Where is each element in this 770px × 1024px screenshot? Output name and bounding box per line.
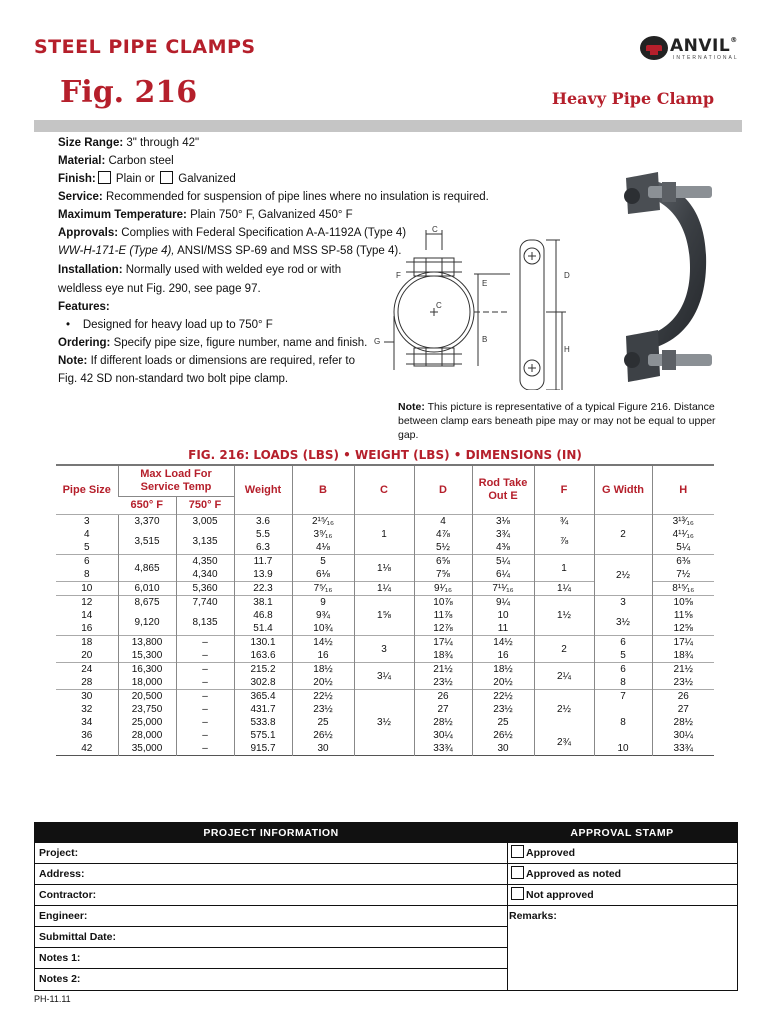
table-cell: 20½ — [472, 676, 534, 690]
table-cell: 5¼ — [652, 541, 714, 555]
table-cell: 1 — [354, 515, 414, 555]
table-cell: 30¼ — [414, 729, 472, 742]
label-h: H — [564, 345, 570, 354]
header-divider — [34, 120, 742, 132]
table-cell: 16,300 — [118, 663, 176, 677]
table-cell: 5 — [292, 555, 354, 569]
clamp-product-photo — [578, 138, 728, 398]
table-cell: 3¾ — [472, 528, 534, 541]
project-approval-form — [34, 822, 738, 991]
label-g: G — [374, 337, 381, 346]
table-cell: 33¾ — [652, 742, 714, 756]
submittal-date-field[interactable]: Submittal Date: — [35, 927, 507, 948]
page-code: PH-11.11 — [34, 994, 71, 1004]
th-pipe-size: Pipe Size — [62, 483, 111, 496]
spec-max-temp: Maximum Temperature: Plain 750° F, Galvanized 450° F — [58, 209, 353, 221]
label-f: F — [396, 271, 401, 280]
table-cell: 26½ — [292, 729, 354, 742]
table-cell: 6¼ — [472, 568, 534, 582]
picture-note: Note: This picture is representative of a typical Figure 216. Distance between clamp ears beneath pipe may or may not be equal to upper gap. — [398, 401, 716, 441]
th-650: 650° F — [118, 497, 176, 515]
table-cell: 3,370 — [118, 515, 176, 529]
table-cell: 7½ — [652, 568, 714, 582]
table-cell: – — [176, 636, 234, 650]
table-row — [56, 555, 714, 569]
table-cell: 28½ — [652, 716, 714, 729]
table-cell: 5 — [83, 542, 90, 553]
table-cell: 13.9 — [234, 568, 292, 582]
anvil-logo — [640, 36, 742, 62]
table-cell: 34 — [81, 717, 93, 728]
table-cell: 10 — [594, 742, 652, 756]
table-cell: 302.8 — [234, 676, 292, 690]
table-cell: 4 — [414, 515, 472, 529]
table-cell: 30 — [56, 690, 118, 704]
table-cell: 7 — [594, 690, 652, 704]
table-cell: 8,675 — [118, 596, 176, 610]
table-cell: – — [176, 649, 234, 663]
table-cell: 18¾ — [414, 649, 472, 663]
table-cell: 130.1 — [234, 636, 292, 650]
table-cell: 46.8 — [234, 609, 292, 622]
table-cell: 6 — [594, 663, 652, 677]
table-cell: 28,000 — [118, 729, 176, 742]
table-cell: 6 — [56, 555, 118, 569]
spec-service: Service: Recommended for suspension of pipe lines where no insulation is required. — [58, 191, 489, 203]
table-cell: 533.8 — [234, 716, 292, 729]
table-cell: 2¾ — [534, 729, 594, 756]
table-cell: 12 — [56, 596, 118, 610]
table-cell: 1 — [534, 555, 594, 582]
table-cell: 20,500 — [118, 690, 176, 704]
table-cell: 1⅝ — [354, 596, 414, 636]
table-cell: 3 — [594, 596, 652, 610]
spec-features-label: Features: — [58, 301, 110, 313]
table-cell: – — [176, 663, 234, 677]
bullet-icon: • — [66, 319, 83, 331]
brand-name: ANVIL® — [670, 36, 738, 56]
table-row — [56, 636, 714, 650]
table-cell: 14½ — [292, 636, 354, 650]
table-cell: 4 — [83, 529, 90, 540]
table-cell: 10 — [56, 582, 118, 596]
section-title: STEEL PIPE CLAMPS — [34, 36, 256, 58]
table-cell: 9¹⁄₁₆ — [414, 582, 472, 596]
table-cell: 6.3 — [234, 541, 292, 555]
table-cell: – — [176, 729, 234, 742]
table-cell: 11⅝ — [652, 609, 714, 622]
table-cell: 8 — [83, 569, 90, 580]
table-cell: 8 — [594, 676, 652, 690]
table-cell: 5,360 — [176, 582, 234, 596]
table-cell: 2¹⁵⁄₁₆ — [292, 515, 354, 529]
table-cell: 18¾ — [652, 649, 714, 663]
th-c: C — [354, 466, 414, 515]
loads-table-section — [56, 444, 714, 756]
notes-2-field[interactable]: Notes 2: — [39, 973, 81, 985]
th-f: F — [534, 466, 594, 515]
approved-as-noted-checkbox[interactable] — [511, 866, 524, 879]
finish-plain-checkbox[interactable] — [98, 171, 111, 184]
table-cell — [534, 690, 594, 704]
table-cell: 3 — [56, 515, 118, 529]
table-cell: 28 — [81, 677, 93, 688]
table-cell: 2½ — [534, 703, 594, 716]
table-cell: 9,120 — [118, 609, 176, 636]
address-field[interactable]: Address: — [35, 864, 507, 885]
table-cell: 2½ — [594, 555, 652, 596]
table-cell: 20 — [81, 650, 93, 661]
label-d: D — [564, 271, 570, 280]
table-cell: 35,000 — [118, 742, 176, 756]
table-cell: 4⅞ — [414, 528, 472, 541]
table-cell: 10⅝ — [652, 596, 714, 610]
approved-option[interactable]: Approved — [507, 843, 737, 864]
spec-installation: Installation: Normally used with welded eye rod or with — [58, 264, 342, 276]
table-cell: – — [176, 676, 234, 690]
table-cell: 30¼ — [652, 729, 714, 742]
figure-subtitle: Heavy Pipe Clamp — [551, 89, 714, 108]
table-cell: 3⅛ — [472, 515, 534, 529]
approval-stamp-heading: APPROVAL STAMP — [570, 827, 674, 839]
table-cell: 10¾ — [292, 622, 354, 636]
label-centerline: C — [436, 301, 442, 310]
table-row — [56, 663, 714, 677]
table-cell: 12⅞ — [414, 622, 472, 636]
spec-note-2: Fig. 42 SD non-standard two bolt pipe clamp. — [58, 373, 289, 385]
table-cell: 2 — [534, 636, 594, 663]
table-cell: ¾ — [534, 515, 594, 529]
table-cell: 4,340 — [176, 568, 234, 582]
table-cell: 22½ — [472, 690, 534, 704]
table-cell: 26½ — [472, 729, 534, 742]
table-cell: 5 — [594, 649, 652, 663]
table-cell: 15,300 — [118, 649, 176, 663]
approved-checkbox[interactable] — [511, 845, 524, 858]
table-cell: 1¼ — [354, 582, 414, 596]
table-cell: 28½ — [414, 716, 472, 729]
table-cell: 6⅝ — [414, 555, 472, 569]
brand-sub: INTERNATIONAL — [673, 55, 739, 61]
table-cell: 17¼ — [414, 636, 472, 650]
table-cell: 4¹¹⁄₁₆ — [652, 528, 714, 541]
table-cell: 23½ — [414, 676, 472, 690]
table-cell: 23½ — [292, 703, 354, 716]
table-cell: 9¼ — [472, 596, 534, 610]
table-cell: 26 — [414, 690, 472, 704]
table-cell: 3,005 — [176, 515, 234, 529]
table-cell: 24 — [56, 663, 118, 677]
table-cell: 4⅛ — [292, 541, 354, 555]
table-row — [56, 690, 714, 704]
spec-installation-2: weldless eye nut Fig. 290, see page 97. — [58, 283, 261, 295]
project-field[interactable]: Project: — [35, 843, 507, 864]
project-info-heading: PROJECT INFORMATION — [203, 827, 339, 839]
table-cell: 25 — [292, 716, 354, 729]
spec-finish: Finish: Plain or Galvanized — [58, 173, 236, 185]
table-cell: 16 — [472, 649, 534, 663]
not-approved-checkbox[interactable] — [511, 887, 524, 900]
th-e: Rod Take Out E — [472, 466, 534, 515]
th-h: H — [652, 466, 714, 515]
table-cell: 3¹³⁄₁₆ — [652, 515, 714, 529]
table-cell: 16 — [292, 649, 354, 663]
table-cell: 5¼ — [472, 555, 534, 569]
table-cell: 11.7 — [234, 555, 292, 569]
table-cell: 27 — [652, 703, 714, 716]
table-cell: 6⅜ — [652, 555, 714, 569]
th-b: B — [292, 466, 354, 515]
approved-as-noted-option[interactable]: Approved as noted — [507, 864, 737, 885]
not-approved-option[interactable]: Not approved — [507, 885, 737, 906]
table-cell: – — [176, 703, 234, 716]
table-cell: 8 — [594, 703, 652, 742]
table-cell: 23,750 — [118, 703, 176, 716]
spec-feature-1: • Designed for heavy load up to 750° F — [66, 319, 273, 331]
table-cell: 33¾ — [414, 742, 472, 756]
table-cell: 18,000 — [118, 676, 176, 690]
table-row — [56, 596, 714, 610]
table-cell: 36 — [81, 730, 93, 741]
contractor-field[interactable]: Contractor: — [35, 885, 507, 906]
table-cell: 21½ — [414, 663, 472, 677]
remarks-field[interactable]: Remarks: — [509, 910, 557, 922]
table-cell: – — [176, 716, 234, 729]
table-cell: 18½ — [472, 663, 534, 677]
finish-galvanized-checkbox[interactable] — [160, 171, 173, 184]
table-cell: 4,865 — [118, 555, 176, 582]
table-cell: 16 — [81, 623, 93, 634]
table-cell: 575.1 — [234, 729, 292, 742]
table-cell: 1⅛ — [354, 555, 414, 582]
th-max-load: Max Load For Service Temp — [118, 466, 234, 497]
spec-size-range: Size Range: 3" through 42" — [58, 137, 200, 149]
table-cell: 23½ — [472, 703, 534, 716]
table-cell: 9 — [292, 596, 354, 610]
table-cell: 42 — [81, 743, 93, 754]
table-cell: 3⁹⁄₁₆ — [292, 528, 354, 541]
table-cell: 14 — [81, 610, 93, 621]
th-weight: Weight — [234, 466, 292, 515]
th-g: G Width — [594, 466, 652, 515]
table-cell: 10 — [472, 609, 534, 622]
table-cell: 8,135 — [176, 609, 234, 636]
table-cell: – — [176, 742, 234, 756]
table-cell: 1½ — [534, 596, 594, 636]
table-cell: 25,000 — [118, 716, 176, 729]
table-cell: 7⅝ — [414, 568, 472, 582]
spec-material: Material: Carbon steel — [58, 155, 174, 167]
table-cell: 14½ — [472, 636, 534, 650]
loads-table — [56, 466, 714, 756]
spec-ordering: Ordering: Specify pipe size, figure number, name and finish. — [58, 337, 368, 349]
table-cell: 5.5 — [234, 528, 292, 541]
table-cell: 11 — [472, 622, 534, 636]
table-cell: 30 — [472, 742, 534, 756]
table-cell: 4,350 — [176, 555, 234, 569]
table-cell: 12⅝ — [652, 622, 714, 636]
label-b: B — [482, 335, 488, 344]
table-cell: 51.4 — [234, 622, 292, 636]
table-cell: 22.3 — [234, 582, 292, 596]
spec-approvals: Approvals: Complies with Federal Specification A-A-1192A (Type 4) — [58, 227, 407, 239]
table-cell: 18½ — [292, 663, 354, 677]
table-cell: 21½ — [652, 663, 714, 677]
spec-approvals-2: WW-H-171-E (Type 4), ANSI/MSS SP-69 and MSS SP-58 (Type 4). — [58, 245, 402, 257]
table-cell: 6⅛ — [292, 568, 354, 582]
table-cell: 6 — [594, 636, 652, 650]
table-cell: 365.4 — [234, 690, 292, 704]
table-cell: 3.6 — [234, 515, 292, 529]
table-cell: 3½ — [354, 690, 414, 756]
table-cell: 27 — [414, 703, 472, 716]
table-cell: 26 — [652, 690, 714, 704]
table-cell: 3 — [354, 636, 414, 663]
table-cell: 215.2 — [234, 663, 292, 677]
label-c: C — [432, 225, 438, 234]
table-cell: 431.7 — [234, 703, 292, 716]
table-cell: – — [176, 690, 234, 704]
table-cell: 13,800 — [118, 636, 176, 650]
table-cell: 163.6 — [234, 649, 292, 663]
anvil-base — [650, 51, 658, 55]
table-cell: 9¾ — [292, 609, 354, 622]
table-cell: 20½ — [292, 676, 354, 690]
table-cell: 2 — [594, 515, 652, 555]
table-cell: 25 — [472, 716, 534, 729]
engineer-field[interactable]: Engineer: — [35, 906, 507, 927]
table-cell: 7¹¹⁄₁₆ — [472, 582, 534, 596]
table-cell — [534, 716, 594, 729]
table-cell: 18 — [56, 636, 118, 650]
table-cell: 8¹⁵⁄₁₆ — [652, 582, 714, 596]
table-row — [56, 515, 714, 529]
table-cell: 30 — [292, 742, 354, 756]
table-cell: 11⅞ — [414, 609, 472, 622]
th-d: D — [414, 466, 472, 515]
table-cell: 22½ — [292, 690, 354, 704]
table-cell: 7⁵⁄₁₆ — [292, 582, 354, 596]
table-cell: 6,010 — [118, 582, 176, 596]
table-cell: 23½ — [652, 676, 714, 690]
table-cell: 38.1 — [234, 596, 292, 610]
table-cell: 7,740 — [176, 596, 234, 610]
notes-1-field[interactable]: Notes 1: — [35, 948, 507, 969]
table-cell: 17¼ — [652, 636, 714, 650]
table-cell: 1¼ — [534, 582, 594, 596]
clamp-technical-diagram — [370, 220, 580, 390]
table-cell: ⅞ — [534, 528, 594, 555]
table-cell: 3,135 — [176, 528, 234, 555]
table-title: FIG. 216: LOADS (LBS) • WEIGHT (LBS) • DIMENSIONS (IN) — [56, 444, 714, 466]
table-cell: 32 — [81, 704, 93, 715]
table-cell: 915.7 — [234, 742, 292, 756]
table-cell: 3¼ — [354, 663, 414, 690]
table-cell: 2¼ — [534, 663, 594, 690]
figure-title: Fig. 216 — [60, 75, 198, 110]
table-cell: 4⅜ — [472, 541, 534, 555]
table-cell: 3½ — [594, 609, 652, 636]
form-header — [35, 823, 737, 843]
table-cell: 10⅞ — [414, 596, 472, 610]
table-cell: 3,515 — [118, 528, 176, 555]
th-750: 750° F — [176, 497, 234, 515]
spec-note: Note: If different loads or dimensions are required, refer to — [58, 355, 356, 367]
table-cell: 5½ — [414, 541, 472, 555]
label-e: E — [482, 279, 488, 288]
